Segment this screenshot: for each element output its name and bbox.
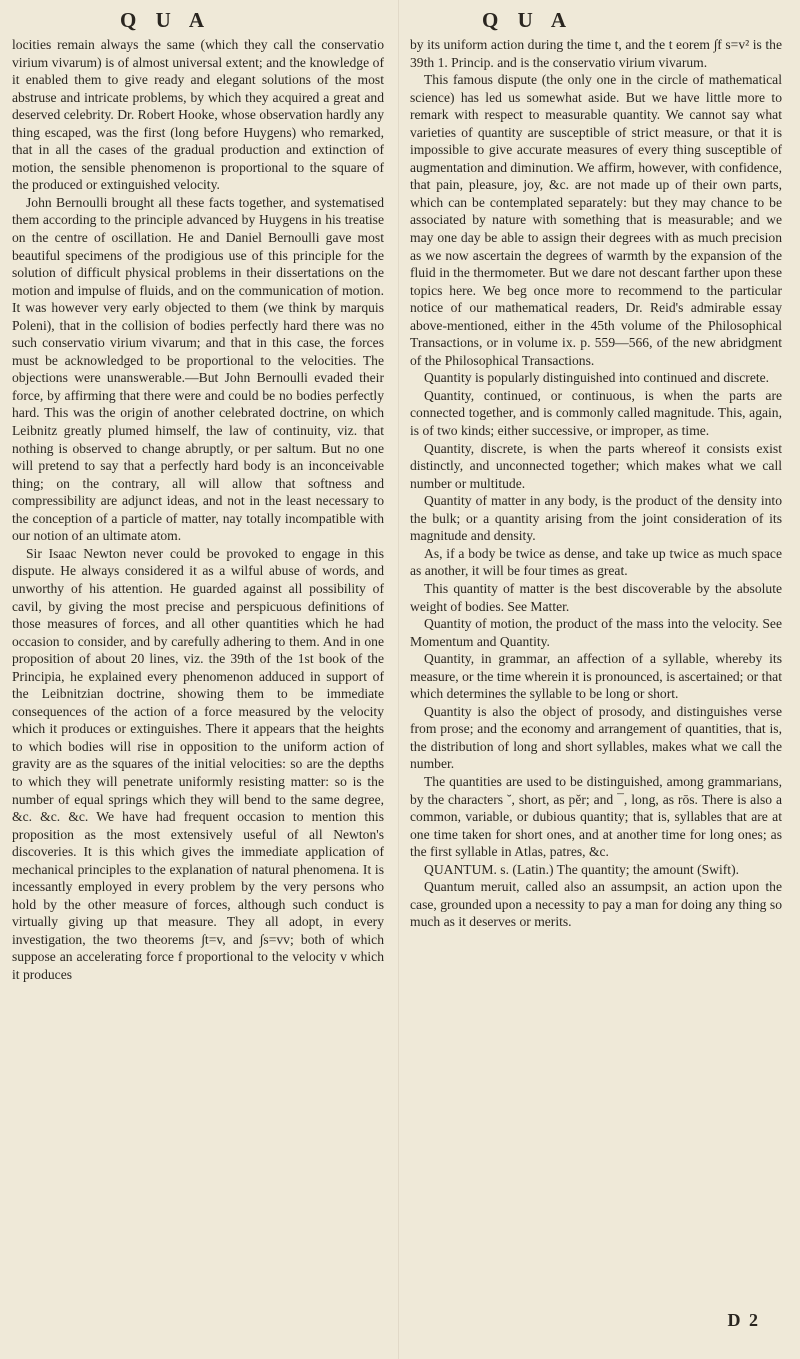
paragraph: Sir Isaac Newton never could be provoked to engage in this dispute. He always considered it as a wilful abuse of words, and unworthy of his attention. He guarded against all possibility of cavil, by giving the most precise and perspicuous definitions of those measures of forces, and all other quantities which he had occasion to consider, and by carefully adhering to them. And in one proposition of about 20 lines, viz. the 39th of the 1st book of the Principia, he explained every phenomenon adduced in support of the Leibnitzian doctrine, showing them to be immediate consequences of the action of a force measured by the velocity which it produces or extinguishes. There it appears that the heights to which bodies will rise in opposition to the uniform action of gravity are as the squares of the initial velocities: so are the depths to which they will penetrate uniformly resisting matter: so is the number of equal springs which they will bend to the same degree, &c. &c. &c. We have had frequent occasion to mention this proposition as the most extensively useful of all Newton's discoveries. It is this which gives the immediate application of mechanical principles to the explanation of natural phenomena. It is incessantly employed in every problem by the very persons who hold by the other measure of forces, although such conduct is virtually giving up that measure. They all adopt, in every investigation, the two theorems ∫t=v, and ∫s=vv; both of which suppose an accelerating force f proportional to the velocity v which it produces bbox=[12, 545, 384, 982]
paragraph: Quantity is also the object of prosody, and distinguishes verse from prose; and the economy and arrangement of quantities, that is, the distribution of long and short syllables, makes what we call the number. bbox=[410, 703, 782, 772]
paragraph: This famous dispute (the only one in the circle of mathematical science) has led us somewhat aside. But we have little more to remark with respect to measurable quantity. We cannot say what varieties of quantity are susceptible of strict measure, or that it is impossible to give accurate measures of every thing susceptible of augmentation and diminution. We affirm, however, with confidence, that pain, pleasure, joy, &c. are not made up of their own parts, which can be contemplated separately: but they may chance to be associated by nature with something that is measurable; and we may one day be able to assign their degrees with as much precision as we now ascertain the degrees of warmth by the expansion of the fluid in the thermometer. But we dare not descant farther upon these topics here. We beg once more to recommend to the particular notice of our mathematical readers, Dr. Reid's admirable essay above-mentioned, either in the 45th volume of the Philosophical Transactions, or in volume ix. p. 559—566, of the new abridgment of the Philosophical Transactions. bbox=[410, 72, 782, 368]
paragraph: Quantity, in grammar, an affection of a syllable, whereby its measure, or the time wherein it is pronounced, is ascertained; or that which determines the syllable to be long or short. bbox=[410, 651, 782, 702]
paragraph: Quantum meruit, called also an assumpsit, an action upon the case, grounded upon a necessity to pay a man for doing any thing so much as it deserves or merits. bbox=[410, 879, 782, 930]
paragraph: As, if a body be twice as dense, and take up twice as much space as another, it will be four times as great. bbox=[410, 545, 782, 579]
paragraph: QUANTUM. s. (Latin.) The quantity; the amount (Swift). bbox=[424, 861, 739, 877]
paragraph: Quantity, continued, or continuous, is when the parts are connected together, and is commonly called magnitude. This, again, is of two kinds; either successive, or improper, as time. bbox=[410, 387, 782, 439]
paragraph: Quantity is popularly distinguished into continued and discrete. bbox=[424, 370, 770, 386]
paragraph: Quantity, discrete, is when the parts whereof it consists exist distinctly, and unconnected together; which makes what we call number or multitude. bbox=[410, 440, 782, 491]
paragraph: by its uniform action during the time t, and the t eorem ∫f s=v² is the 39th 1. Princip. and is the conservatio virium vivarum. bbox=[410, 37, 782, 70]
paragraph: John Bernoulli brought all these facts together, and systematised them according to the principle advanced by Huygens in his treatise on the centre of oscillation. He and Daniel Bernoulli gave most beautiful specimens of the prodigious use of this principle for the solution of difficult physical problems in their dissertations on the motion and impulse of fluids, and on the communication of motion. It was however very early objected to them (we think by marquis Poleni), that in the collision of bodies perfectly hard there was no such conservatio virium vivarum; and that in this case, the forces must be acknowledged to be proportional to the velocities. The objections were unanswerable.—But John Bernoulli evaded their force, by affirming that there were and could be no bodies perfectly hard. This was the origin of another celebrated doctrine, on which Leibnitz greatly plumed himself, the law of continuity, viz. that nothing is observed to change abruptly, or per saltum. But no one will pretend to say that a perfectly hard body is an inconceivable thing; on the contrary, all will allow that softness and compressibility are adjunct ideas, and not in the least necessary to the conception of a particle of matter, nay totally incompatible with our notion of an ultimate atom. bbox=[12, 194, 384, 544]
gutter bbox=[398, 0, 399, 1359]
paragraph: locities remain always the same (which they call the conservatio virium vivarum) is of almost universal extent; and the knowledge of it enabled them to give ready and elegant solutions of the most abstruse and intricate problems, by which they acquired a great and deserved celebrity. Dr. Robert Hooke, whose observation hardly any thing escaped, was the first (long before Huygens) who remarked, that in all the cases of the gradual production and extinction of motion, the sensible phenomenon is proportional to the square of the produced or extinguished velocity. bbox=[12, 37, 384, 193]
paragraph: Quantity of motion, the product of the mass into the velocity. See Momentum and Quantity. bbox=[410, 616, 782, 649]
left-column bbox=[12, 8, 384, 984]
paragraph: This quantity of matter is the best discoverable by the absolute weight of bodies. See Matter. bbox=[410, 580, 782, 614]
running-head-left: Q U A bbox=[120, 8, 212, 32]
right-column bbox=[410, 8, 782, 931]
paragraph: Quantity of matter in any body, is the product of the density into the bulk; or a quantity arising from the joint consideration of its magnitude and density. bbox=[410, 493, 782, 544]
running-head-right: Q U A bbox=[482, 8, 574, 32]
paragraph: The quantities are used to be distinguished, among grammarians, by the characters ˘, short, as pĕr; and ¯, long, as rōs. There is also a common, variable, or dubious quantity; that is, syllables that are at one time taken for short ones, and at another time for long ones; as the first syllable in Atlas, patres, &c. bbox=[410, 773, 782, 860]
signature-mark: D 2 bbox=[727, 1310, 760, 1330]
